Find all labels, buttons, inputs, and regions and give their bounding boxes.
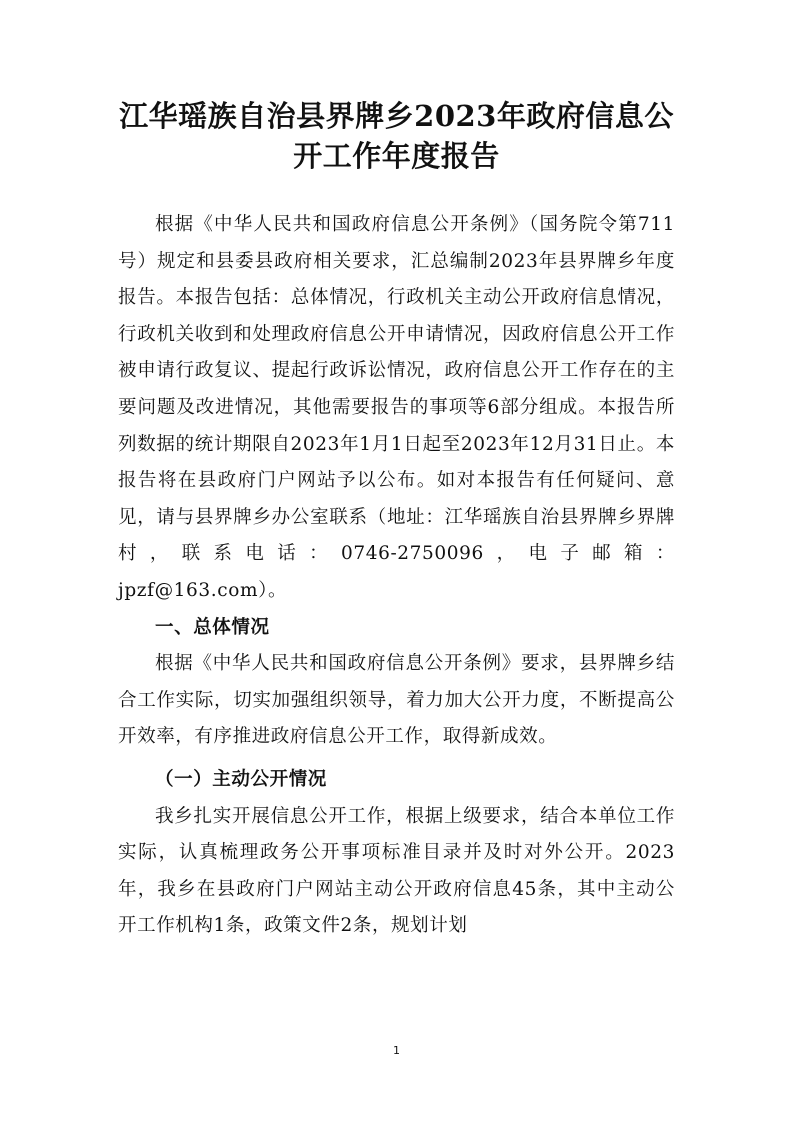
overview-paragraph: 根据《中华人民共和国政府信息公开条例》要求，县界牌乡结合工作实际，切实加强组织领导，着力加大公开力度，不断提高公开效率，有序推进政府信息公开工作，取得新成效。	[118, 653, 675, 748]
proactive-paragraph: 我乡扎实开展信息公开工作，根据上级要求，结合本单位工作实际，认真梳理政务公开事项标准目录并及时对外公开。2023年，我乡在县政府门户网站主动公开政府信息45条，其中主动公开工作机构1条，政策文件2条，规划计划	[118, 805, 675, 937]
document-body	[118, 207, 675, 945]
intro-paragraph: 根据《中华人民共和国政府信息公开条例》（国务院令第711号）规定和县委县政府相关要求，汇总编制2023年县界牌乡年度报告。本报告包括：总体情况，行政机关主动公开政府信息情况，行政机关收到和处理政府信息公开申请情况，因政府信息公开工作被申请行政复议、提起行政诉讼情况，政府信息公开工作存在的主要问题及改进情况，其他需要报告的事项等6部分组成。本报告所列数据的统计期限自2023年1月1日起至2023年12月31日止。本报告将在县政府门户网站予以公布。如对本报告有任何疑问、意见，请与县界牌乡办公室联系（地址：江华瑶族自治县界牌乡界牌村，联系电话：0746-2750096，电子邮箱：jpzf@163.com）。	[118, 214, 675, 601]
section-heading-overview: 一、总体情况	[155, 616, 270, 638]
document-title: 江华瑶族自治县界牌乡2023年政府信息公开工作年度报告	[119, 99, 674, 173]
subsection-heading-proactive: （一）主动公开情况	[155, 768, 327, 790]
page-number: 1	[393, 1044, 400, 1057]
